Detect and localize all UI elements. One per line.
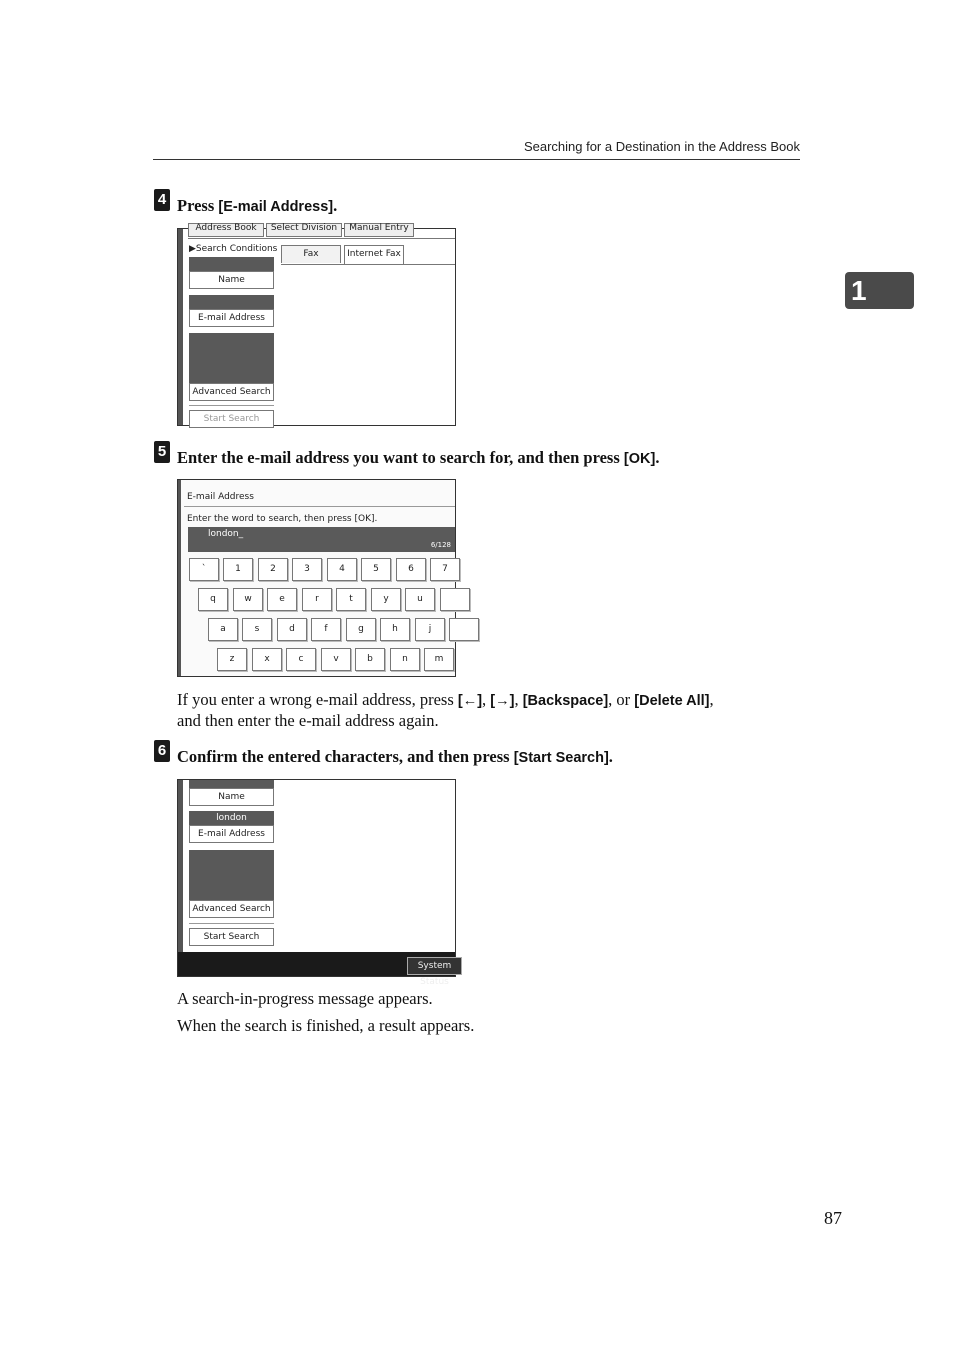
key-m[interactable]: m (424, 648, 454, 671)
key-q[interactable]: q (198, 588, 228, 611)
key-z[interactable]: z (217, 648, 247, 671)
start-search-key-ref: [Start Search] (513, 750, 609, 766)
chapter-tab: 1 (845, 272, 914, 309)
email-address-button[interactable]: E-mail Address (189, 825, 274, 843)
advanced-value-field (189, 850, 274, 900)
advanced-search-button[interactable]: Advanced Search (189, 900, 274, 918)
key-6[interactable]: 6 (396, 558, 426, 581)
key-e[interactable]: e (267, 588, 297, 611)
key-n[interactable]: n (390, 648, 420, 671)
key-3[interactable]: 3 (292, 558, 322, 581)
entry-input-value: london_ (208, 529, 244, 539)
entry-counter: 6/128 (430, 541, 451, 549)
email-value-field (189, 295, 274, 309)
name-button[interactable]: Name (189, 271, 274, 289)
step-5-instruction: Enter the e-mail address you want to search for, and then press [OK]. (177, 448, 660, 467)
key-f[interactable]: f (311, 618, 341, 641)
key-c[interactable]: c (286, 648, 316, 671)
key-2[interactable]: 2 (258, 558, 288, 581)
tab-select-division[interactable]: Select Division (266, 223, 342, 237)
step-6-badge: 6 (154, 740, 170, 762)
step-4-instruction: Press [E-mail Address]. (177, 196, 338, 215)
screenshot-confirm-search (177, 779, 456, 987)
page-number: 87 (824, 1208, 842, 1228)
running-header: Searching for a Destination in the Address Book (523, 139, 800, 154)
result-line-2: When the search is finished, a result appears. (177, 1016, 475, 1035)
search-conditions-label: ▶Search Conditions (189, 244, 278, 254)
key-4[interactable]: 4 (327, 558, 357, 581)
tab-manual-entry[interactable]: Manual Entry (344, 223, 414, 237)
start-search-button[interactable]: Start Search (189, 928, 274, 946)
step-5-badge: 5 (154, 441, 170, 463)
key-1[interactable]: 1 (223, 558, 253, 581)
step-6-instruction: Confirm the entered characters, and then press [Start Search]. (177, 747, 613, 766)
key-k-partial[interactable] (449, 618, 479, 641)
key-5[interactable]: 5 (361, 558, 391, 581)
screenshot-search-conditions (177, 223, 456, 426)
key-r[interactable]: r (302, 588, 332, 611)
name-value-field (189, 257, 274, 271)
key-h[interactable]: h (380, 618, 410, 641)
header-rule (153, 159, 800, 160)
key-s[interactable]: s (242, 618, 272, 641)
advanced-search-button[interactable]: Advanced Search (189, 383, 274, 401)
system-status-button[interactable]: System Status (407, 957, 462, 975)
key-t[interactable]: t (336, 588, 366, 611)
tab-fax[interactable]: Fax (281, 245, 341, 263)
entry-input-field[interactable] (188, 527, 455, 552)
email-address-key-ref: [E-mail Address] (218, 199, 334, 215)
screenshot-email-entry (177, 479, 456, 677)
tab-internet-fax[interactable]: Internet Fax (344, 245, 404, 264)
key-b[interactable]: b (355, 648, 385, 671)
key-y[interactable]: y (371, 588, 401, 611)
entry-instruction: Enter the word to search, then press [OK]. (187, 514, 378, 524)
key-g[interactable]: g (346, 618, 376, 641)
advanced-value-field (189, 333, 274, 383)
key-backtick[interactable]: ` (189, 558, 219, 581)
key-i-partial[interactable] (440, 588, 470, 611)
wrong-address-note: If you enter a wrong e-mail address, press [←], [→], [Backspace], or [Delete All], and then enter the e-mail address again. (177, 690, 714, 730)
email-address-button[interactable]: E-mail Address (189, 309, 274, 327)
key-j[interactable]: j (415, 618, 445, 641)
key-d[interactable]: d (277, 618, 307, 641)
result-line-1: A search-in-progress message appears. (177, 989, 433, 1008)
email-value-display: london (189, 811, 274, 825)
step-4-badge: 4 (154, 189, 170, 211)
ok-key-ref: [OK] (623, 451, 656, 467)
key-7[interactable]: 7 (430, 558, 460, 581)
key-x[interactable]: x (252, 648, 282, 671)
tab-address-book[interactable]: Address Book (188, 223, 264, 237)
key-v[interactable]: v (321, 648, 351, 671)
start-search-button[interactable]: Start Search (189, 410, 274, 428)
entry-title: E-mail Address (187, 492, 254, 502)
key-a[interactable]: a (208, 618, 238, 641)
key-w[interactable]: w (233, 588, 263, 611)
name-button[interactable]: Name (189, 788, 274, 806)
key-u[interactable]: u (405, 588, 435, 611)
